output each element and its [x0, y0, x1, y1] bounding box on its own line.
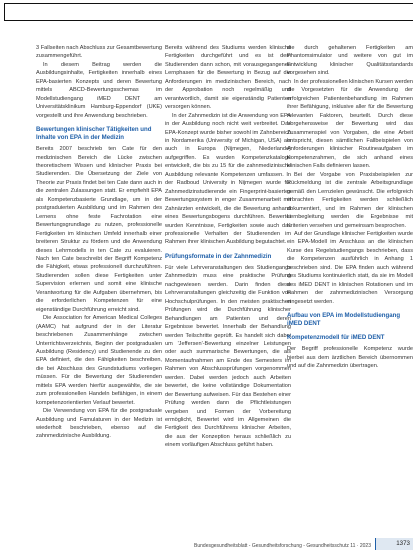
journal-citation: Bundesgesundheitsblatt - Gesundheitsforschung - Gesundheitsschutz 11 · 2023	[194, 543, 371, 549]
header-bar	[0, 0, 413, 22]
paragraph: Bereits 2007 beschrieb ten Cate für den medizinischen Bereich die Lücke zwischen theoretischem Wissen und klinischer Praxis bei Studierenden. Die Übersetzung der Ziele von Theorie zur Praxis findet bei ten Cate dann auch in die zentralen Zulassungen statt. Er empfiehlt EPA als Kompetenzbasierte Grundlage, um in der postgraduierten Ausbildung und im Rahmen des Lernens ohne feste Fachrotation eine Bewertungsgrundlage zu nutzen, professionelle Fertigkeiten im klinischen Umfeld innerhalb einer breiteren Struktur zu fördern und die Anwendung dieses Lehrmodells in ten Cate zu evaluieren. Nach ten Cate beschreibt der Begriff Kompetenz die Fähigkeit, etwas professionell durchzuführen. Studierenden sollen diese Fertigkeiten unter Supervision erlernen und somit eine klinische Verantwortung für die Aufgaben übernehmen, bis die erforderlichen Kompetenzen für eine eigenständige Durchführung erreicht sind.	[36, 146, 162, 313]
paragraph: In diesem Beitrag werden die Ausbildungsinhalte, Fertigkeiten innerhalb eines EPA-basierten Konzepts und deren Bewertung mittels ABCD-Bewertungsschemas im Modellstudiengang iMED DENT am Universitätsklinikum Hamburg-Eppendorf (UKE) vorgestellt und ihre Anwendung beschrieben.	[36, 61, 162, 119]
paragraph: In der Zahnmedizin ist die Anwendung von EPA in der Ausbildung noch nicht weit verbreitet. Das EPA-Konzept wurde bisher sowohl im Zahnbereich in Nordamerika (University of Michigan, USA) als auch in Europa (Nijmegen, Niederlande) aufgegriffen. Es wurden Kompetenzkataloge entwickelt, die bis zu 15 für die zahnmedizinische Ausbildung relevante Kompetenzen umfassen. In der Radboud University in Nijmegen wurde für Zahnmedizinstudierende ein Fingerprint-basiertes Bewertungssystem in enger Zusammenarbeit mit Zahnärzten entwickelt, die die Bewertung anhand eines Bewertungsbogens durchführen. Bewertet wurden Kenntnisse, Fertigkeiten sowie auch das professionelle Verhalten der Studierenden im Rahmen ihrer klinischen Ausbildung begutachtet.	[165, 112, 291, 246]
paragraph: 3 Fallseiten nach Abschluss zur Gesamtbewertung zusammengeführt.	[36, 45, 162, 60]
paragraph: Der Begriff professionelle Kompetenz wurde hierbei aus dem ärztlichen Bereich übernommen und auf die Zahnmedizin übertragen.	[287, 346, 413, 369]
paragraph: die durch gehaltenen Fertigkeiten am Phantomsimulator und weitere von gut im Entwicklung klinischer Qualitätsstandards vorgesehen sind.	[287, 45, 413, 77]
paragraph: In der professionellen klinischen Kursen werden die Vorgesetzten für die Anwendung der erfolgreichen Patientenbehandlung im Rahmen ihrer Befähigung, inklusive aller für die Bewertung relevanten Faktoren, beurteilt. Durch diese Vorgehensweise der Bewertung wird das Zusammenspiel von Vorgaben, die eine Arbeit entspricht, diesen sämtlichen Fallbeispielen von Anforderungen klinischer Routineaufgaben im Kompetenzrahmen, die sich anhand eines klinischen Falls definieren lassen.	[287, 78, 413, 170]
paragraph: Bereits während des Studiums werden klinische Fertigkeiten durchgeführt und es ist dem Studierenden dann schon, mit vorausgegangenen Lernphasen für die Bewertung in Bezug auf die Anforderungen im medizinischen Bereich, nach der Approbation noch regelmäßig und verantwortlich, damit sie eigenständig Patienten versorgen können.	[165, 45, 291, 111]
text-column-2	[165, 44, 291, 450]
subsection-heading: Kompetenzmodell für iMED DENT	[287, 334, 385, 342]
header-frame	[4, 3, 413, 21]
page-number: 1373	[375, 538, 413, 550]
paragraph: Bei der Vorgabe von Praxisbeispielen zur Rückmeldung ist die zentrale Arbeitsgrundlage gemäß den Lernzielen gewünscht. Die erfolgreich erbrachten Fertigkeiten werden schließlich dokumentiert, und im Rahmen der klinischen Lernbegleitung werden die Ergebnisse mit Kriterien versehen und gemeinsam besprochen.	[287, 171, 413, 229]
section-heading: Bewertungen klinischer Tätigkeiten und Inhalte von EPA in der Medizin	[36, 126, 152, 142]
section-heading: Aufbau von EPA im Modellstudiengang iMED DENT	[287, 312, 401, 328]
text-column-1	[36, 44, 162, 441]
paragraph: Auf der Grundlage klinischer Fertigkeiten wurde ein EPA-Modell im Anschluss an die klinischen Kurse des Regelstudiengangs beschrieben, dass die Kompetenzen ausführlich in Anhang 1 beschrieben sind. Die EPA finden auch während des Studiums kontinuierlich statt, da sie im Modell des iMED DENT in klinischen Rotationen und im Rahmen der zahnmedizinischen Versorgung eingesetzt werden.	[287, 230, 413, 305]
paragraph: Für viele Lehrveranstaltungen des Studiengangs Zahnmedizin muss eine praktische Prüfung nachgewiesen werden. Darin finden diese Lehrveranstaltungen gleichzeitig die Funktion von Hochschulprüfungen. In den meisten praktischen Prüfungen wird die Durchführung klinischer Behandlungen am Patienten und deren Ergebnisse bewertet. Innerhalb der Behandlung werden Teilschritte geprüft. Es handelt sich dabei um 'Jeffersen'-Bewertung einzelner Leistungen oder auch summarische Bewertungen, die als Momentaufnahmen am Ende des Semesters im Rahmen von Abschlussprüfungen vorgenommen werden. Dabei werden jedoch auch Arbeiten bewertet, die keine vollständige Dokumentation der Bewertung aufweisen. Für das Bestehen einer Prüfung werden dann die Pflichtleistungen vergeben und Formen der Vorbereitung ermöglicht, Bewertet wird im Allgemeinen die Fertigkeit des Durchführens klinischer Arbeiten, die aus der Konzeption heraus schließlich zu einem vorläufigen Abschluss geführt haben.	[165, 264, 291, 449]
text-column-3	[287, 44, 413, 370]
page-footer	[36, 540, 413, 550]
paragraph: Die Association for American Medical Colleges (AAMC) hat aufgrund der in der Literatur beschriebenen Zusammenhänge zwischen Unterrichtsverzeichnis, Beginn der postgradualen Ausbildung (Residency) und Studienende zu den EPA definiert, die den Fähigkeiten beschreiben, die bei Abschluss des Grundstudiums vorliegen müssen. Für die Bewertung der Studierenden mittels EPA werden hierfür ausgewählte, die sie zum professionellen Handeln befähigen, in einem kompetenzorientierten Verlauf bewertet.	[36, 315, 162, 406]
paragraph: Die Verwendung von EPA für die postgraduale Ausbildung und Famulaturen in der Medizin ist wiederholt beschrieben, ebenso auf die zahnmedizinische Ausbildung.	[36, 408, 162, 440]
section-heading: Prüfungsformate in der Zahnmedizin	[165, 252, 272, 260]
